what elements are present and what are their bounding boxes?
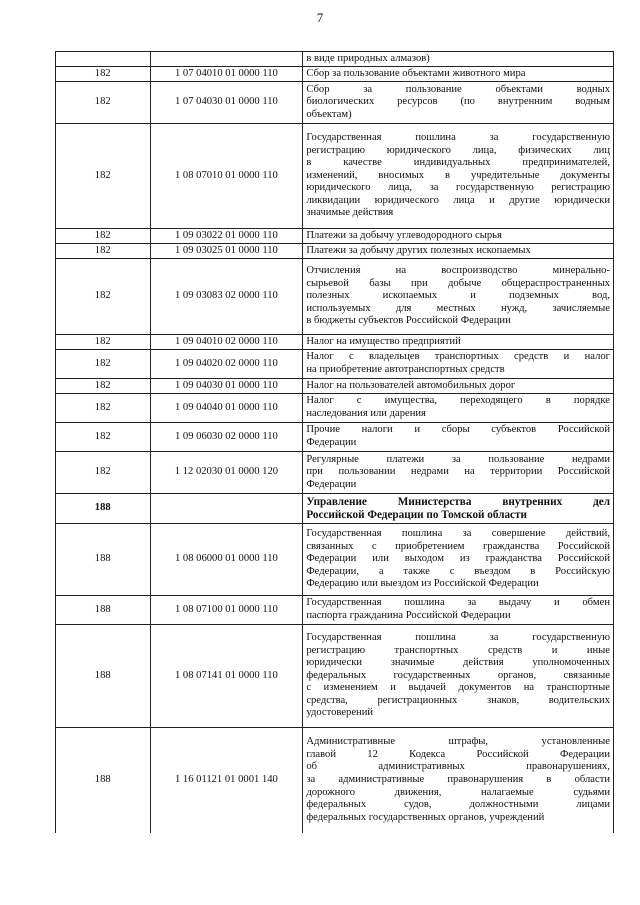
revenue-code-cell: 1 09 04010 02 0000 110 [150,335,303,350]
description-line: регистрацию транспортных средств и иные [306,644,610,656]
admin-code-cell: 182 [56,244,151,259]
description-line: средства, регистрационных знаков, водительских [306,694,610,706]
description-line: регистрацию юридического лица, физических лиц [306,144,610,156]
admin-code-cell: 182 [56,67,151,82]
description-line: Сбор за пользование объектами животного мира [306,67,526,79]
table-row [56,82,614,124]
description-line: Административные штрафы, установленные [306,736,610,748]
revenue-code-cell: 1 08 07100 01 0000 110 [150,596,303,625]
description-cell [303,728,614,833]
table-row [56,494,614,524]
description-cell [303,394,614,423]
description-line: Управление Министерства внутренних дел [306,495,610,508]
revenue-code-cell: 1 08 07141 01 0000 110 [150,625,303,728]
revenue-code-cell: 1 08 07010 01 0000 110 [150,124,303,229]
description-cell [303,52,614,67]
admin-code-cell: 182 [56,394,151,423]
description-cell [303,67,614,82]
description-line: при пользовании недрами на территории Российской [306,466,610,478]
description-cell [303,379,614,394]
table-row [56,259,614,335]
description-line: ликвидации юридического лица и другие юридически [306,194,610,206]
description-cell [303,524,614,596]
revenue-code-cell [150,494,303,524]
description-line: Платежи за добычу углеводородного сырья [306,229,502,241]
admin-code-cell: 182 [56,259,151,335]
table-row [56,124,614,229]
description-cell [303,596,614,625]
description-line: Государственная пошлина за государственную [306,131,610,143]
table-row [56,625,614,728]
department-heading-cell [303,494,614,524]
table-row [56,350,614,379]
admin-code-cell [56,52,151,67]
table-row [56,394,614,423]
description-line: изменений, вносимых в учредительные документы [306,169,610,181]
description-line: Налог с имущества, переходящего в порядке [306,395,610,407]
description-line: Налог с владельцев транспортных средств и налог [306,351,610,363]
admin-code-cell: 188 [56,728,151,833]
description-line: связанных с приобретением гражданства Российской [306,540,610,552]
admin-code-cell: 182 [56,423,151,452]
description-line: федеральных судов, должностными лицами [306,799,610,811]
description-cell [303,423,614,452]
admin-code-cell: 182 [56,350,151,379]
description-line: сырьевой базы при добыче общераспространенных [306,277,610,289]
description-line: в бюджеты субъектов Российской Федерации [306,315,511,327]
description-cell [303,82,614,124]
description-line: Государственная пошлина за выдачу и обмен [306,597,610,609]
admin-code-cell: 182 [56,452,151,494]
description-cell [303,244,614,259]
description-line: Федерации [306,478,357,490]
description-line: Налог на пользователей автомобильных дорог [306,379,516,391]
admin-code-cell: 188 [56,596,151,625]
description-line: федеральных государственных органов, учреждений [306,811,545,823]
description-line: юридического лица, за государственную регистрацию [306,182,610,194]
table-row [56,524,614,596]
admin-code-cell: 188 [56,494,151,524]
revenue-code-cell: 1 09 04020 02 0000 110 [150,350,303,379]
admin-code-cell: 182 [56,379,151,394]
description-line: на приобретение автотранспортных средств [306,364,505,375]
description-cell [303,335,614,350]
description-cell [303,259,614,335]
table-row [56,728,614,833]
description-line: наследования или дарения [306,408,426,419]
description-line: главой 12 Кодекса Российской Федерации [306,748,610,760]
description-line: используемых для местных нужд, зачисляемые [306,302,610,314]
admin-code-cell: 182 [56,335,151,350]
revenue-code-cell: 1 12 02030 01 0000 120 [150,452,303,494]
revenue-code-cell: 1 09 04030 01 0000 110 [150,379,303,394]
description-line: в виде природных алмазов) [306,52,430,64]
description-line: Федерации [306,437,357,448]
description-line: Государственная пошлина за совершение действий, [306,528,610,540]
description-line: Государственная пошлина за государственную [306,631,610,643]
description-line: федеральных государственных органов, связанные [306,669,610,681]
table-row [56,423,614,452]
description-line: дорожного движения, налагаемые судьями [306,786,610,798]
admin-code-cell: 182 [56,229,151,244]
revenue-codes-table [55,51,614,833]
description-line: значимые действия [306,207,394,219]
description-line: удостоверений [306,707,374,719]
description-line: Федерации или выходом из гражданства Российской [306,553,610,565]
description-line: биологических ресурсов (по внутренним водным [306,96,610,108]
description-line: Федерации, а также с въездом в Российскую [306,565,610,577]
revenue-code-cell: 1 08 06000 01 0000 110 [150,524,303,596]
table-row [56,335,614,350]
description-cell [303,625,614,728]
table-row [56,379,614,394]
description-line: паспорта гражданина Российской Федерации [306,610,511,621]
revenue-code-cell: 1 09 03025 01 0000 110 [150,244,303,259]
table-row [56,244,614,259]
description-cell [303,452,614,494]
description-cell [303,350,614,379]
admin-code-cell: 182 [56,82,151,124]
description-line: об административных правонарушениях, [306,761,610,773]
description-line: Российской Федерации по Томской области [306,508,527,521]
table-row [56,52,614,67]
description-line: Прочие налоги и сборы субъектов Российской [306,424,610,436]
revenue-code-cell: 1 09 03083 02 0000 110 [150,259,303,335]
revenue-code-cell: 1 09 04040 01 0000 110 [150,394,303,423]
description-line: Отчисления на воспроизводство минерально- [306,265,610,277]
revenue-code-cell: 1 09 06030 02 0000 110 [150,423,303,452]
revenue-code-cell [150,52,303,67]
admin-code-cell: 188 [56,524,151,596]
revenue-code-cell: 1 09 03022 01 0000 110 [150,229,303,244]
description-line: Налог на имущество предприятий [306,335,461,347]
description-line: полезных ископаемых и подземных вод, [306,290,610,302]
page-number: 7 [316,10,324,25]
description-cell [303,124,614,229]
revenue-code-cell: 1 07 04010 01 0000 110 [150,67,303,82]
description-line: юридически значимые действия уполномоченных [306,657,610,669]
table-row [56,229,614,244]
description-line: объектам) [306,108,352,120]
description-line: Сбор за пользование объектами водных [306,83,610,95]
table-body [56,52,614,833]
admin-code-cell: 182 [56,124,151,229]
description-line: с изменением и выдачей документов на транспортные [306,682,610,694]
description-line: Платежи за добычу других полезных ископаемых [306,244,531,256]
description-line: за административные правонарушения в области [306,773,610,785]
table-row [56,452,614,494]
revenue-code-cell: 1 16 01121 01 0001 140 [150,728,303,833]
admin-code-cell: 188 [56,625,151,728]
table-row [56,67,614,82]
revenue-code-cell: 1 07 04030 01 0000 110 [150,82,303,124]
table-row [56,596,614,625]
description-cell [303,229,614,244]
description-line: в качестве индивидуальных предпринимателей, [306,157,610,169]
description-line: Регулярные платежи за пользование недрами [306,453,610,465]
description-line: Федерацию или выездом из Российской Федерации [306,578,539,590]
